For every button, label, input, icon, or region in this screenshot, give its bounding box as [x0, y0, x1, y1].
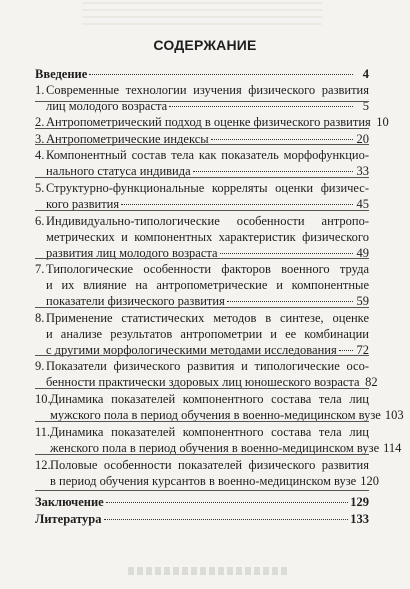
toc-entry-number: 10.: [35, 392, 51, 406]
toc-entry-text: и анализе результатов антропометрии и ее комбинации: [46, 327, 369, 341]
toc-entry-number: 6.: [35, 214, 45, 228]
toc-entry-text: показатели физического развития: [46, 294, 225, 308]
toc-page-number: 82: [365, 375, 378, 389]
toc-entry-conclusion: [35, 494, 369, 510]
dot-leader: [104, 518, 349, 520]
toc-entry-text: метрических и компонентных характеристик физического: [46, 230, 369, 244]
toc-entry-e4: [35, 147, 369, 179]
toc-entry-number: 11.: [35, 425, 51, 439]
dot-leader: [193, 170, 353, 172]
bleed-through-text: [82, 2, 322, 30]
toc-entry-text: Индивидуально-типологические особенности антропо-: [46, 214, 369, 228]
toc-entry-number: 5.: [35, 181, 45, 195]
toc-entry-e12: [35, 457, 379, 489]
toc-entry-number: 12.: [35, 458, 51, 472]
toc-entry-number: 7.: [35, 262, 45, 276]
toc-entry-text: Литература: [35, 512, 102, 526]
toc-entry-text: Антропометрический подход в оценке физического развития: [46, 115, 371, 129]
toc-entry-e7: [35, 261, 369, 309]
toc-entry-text: женского пола в период обучения в военно-медицинском вузе: [50, 441, 380, 455]
toc-entry-e6: [35, 213, 369, 261]
bleed-through-footer: [128, 567, 288, 575]
entry-divider: [35, 101, 369, 102]
toc-page-number: 133: [350, 512, 369, 526]
toc-entry-text: Применение статистических методов в синтезе, оценке: [46, 311, 369, 325]
toc-entry-text: лиц молодого возраста: [46, 99, 168, 113]
toc-page-number: 49: [356, 246, 369, 260]
toc-page-number: 10: [376, 115, 389, 129]
entry-divider: [35, 355, 369, 356]
entry-divider: [35, 144, 369, 145]
toc-entry-text: в период обучения курсантов в военно-медицинском вузе: [50, 474, 357, 488]
toc-entry-text: развития лиц молодого возраста: [46, 246, 218, 260]
toc-page-number: 129: [350, 495, 369, 509]
dot-leader: [89, 73, 353, 75]
dot-leader: [220, 252, 353, 254]
toc-page-number: 72: [356, 343, 369, 357]
toc-entry-text: Введение: [35, 67, 88, 81]
toc-entry-text: Заключение: [35, 495, 104, 509]
toc-entry-number: 3.: [35, 132, 45, 146]
entry-divider: [35, 210, 369, 211]
toc-page-number: 4: [362, 67, 369, 81]
dot-leader: [106, 501, 349, 503]
toc-entry-number: 1.: [35, 83, 45, 97]
toc-entry-e5: [35, 180, 369, 212]
toc-entry-text: Показатели физического развития и типологические осо-: [46, 359, 369, 373]
toc-page-number: 33: [356, 164, 369, 178]
entry-divider: [35, 177, 369, 178]
toc-entry-number: 2.: [35, 115, 45, 129]
page-title: СОДЕРЖАНИЕ: [153, 37, 257, 53]
toc-entry-text: с другими морфологическими методами исследования: [46, 343, 337, 357]
toc-entry-number: 4.: [35, 148, 45, 162]
toc-entry-literature: [35, 511, 369, 527]
entry-divider: [35, 454, 369, 455]
toc-entry-text: Структурно-функциональные корреляты оценки физичес-: [46, 181, 369, 195]
entry-divider: [35, 490, 369, 491]
entry-divider: [35, 388, 369, 389]
dot-leader: [211, 138, 353, 140]
toc-entry-e10: [35, 391, 404, 423]
toc-entry-text: нального статуса индивида: [46, 164, 191, 178]
toc-entry-text: Половые особенности показателей физического развития: [50, 458, 369, 472]
toc-page-number: 20: [356, 132, 369, 146]
dot-leader: [339, 349, 353, 351]
toc-page-number: 103: [384, 408, 404, 422]
toc-entry-text: Динамика показателей компонентного состава тела лиц: [50, 392, 369, 406]
toc-entry-number: 9.: [35, 359, 45, 373]
toc-entry-e11: [35, 424, 402, 456]
entry-divider: [35, 258, 369, 259]
toc-entry-number: 8.: [35, 311, 45, 325]
toc-entry-text: Типологические особенности факторов военного труда: [46, 262, 369, 276]
toc-entry-e1: [35, 82, 369, 114]
toc-entry-text: Компонентный состав тела как показатель морфофункцио-: [46, 148, 369, 162]
entry-divider: [35, 421, 369, 422]
toc-entry-text: мужского пола в период обучения в военно-медицинском вузе: [50, 408, 381, 422]
toc-entry-text: бенности практически здоровых лиц юношеского возраста: [46, 375, 360, 389]
toc-entry-text: Современные технологии изучения физического развития: [46, 83, 369, 97]
toc-entry-text: и их влияние на антропометрические и компонентные: [46, 278, 369, 292]
toc-page-number: 120: [360, 474, 379, 488]
toc-page-number: 114: [383, 441, 402, 455]
toc-page-number: 45: [356, 197, 369, 211]
entry-divider: [35, 128, 369, 129]
toc-page-number: 5: [362, 99, 369, 113]
toc-entry-intro: [35, 66, 369, 82]
toc-entry-text: Динамика показателей компонентного состава тела лиц: [50, 425, 369, 439]
toc-entry-e9: [35, 358, 378, 390]
toc-page-number: 59: [356, 294, 369, 308]
dot-leader: [121, 203, 353, 205]
toc-entry-e8: [35, 310, 369, 358]
toc-entry-text: кого развития: [46, 197, 120, 211]
toc-entry-text: Антропометрические индексы: [46, 132, 209, 146]
dot-leader: [169, 105, 353, 107]
dot-leader: [227, 300, 353, 302]
entry-divider: [35, 307, 369, 308]
